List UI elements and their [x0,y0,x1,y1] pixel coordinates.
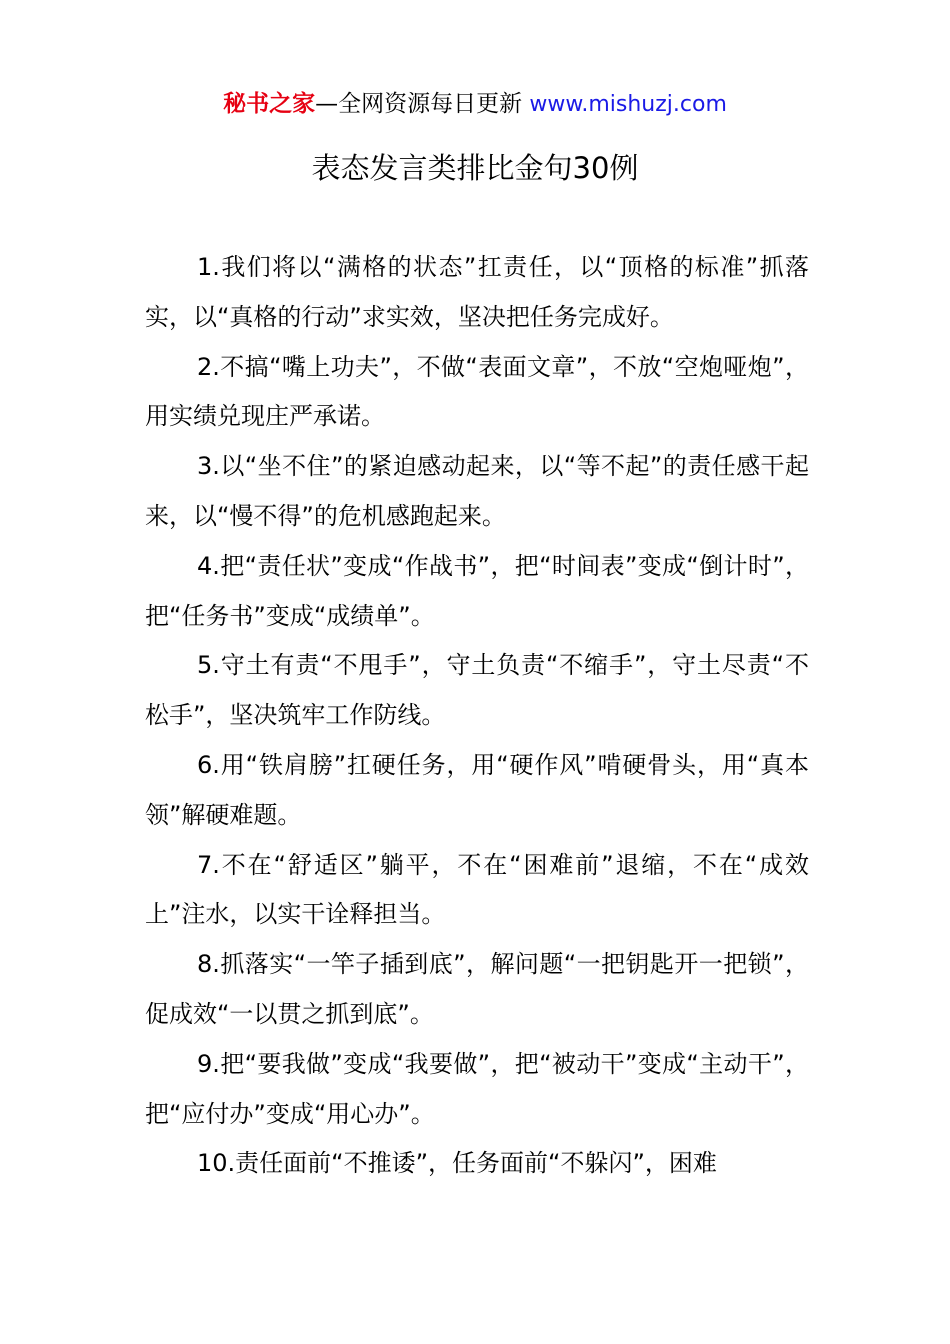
paragraph-10: 10.责任面前“不推诿”，任务面前“不躲闪”，困难 [197,1149,717,1178]
site-url-link[interactable]: www.mishuzj.com [529,92,727,117]
paragraph-1: 1.我们将以“满格的状态”扛责任，以“顶格的标准”抓落实，以“真格的行动”求实效，坚决把任务完成好。 [145,253,809,331]
document-body [145,243,809,1189]
document-title: 表态发言类排比金句30例 [311,151,639,185]
paragraph-7: 7.不在“舒适区”躺平，不在“困难前”退缩，不在“成效上”注水，以实干诠释担当。 [145,850,809,929]
site-brand: 秘书之家 [223,91,316,117]
paragraph-4: 4.把“责任状”变成“作战书”，把“时间表”变成“倒计时”，把“任务书”变成“成绩单”。 [145,551,809,630]
paragraph-9: 9.把“要我做”变成“我要做”，把“被动干”变成“主动干”，把“应付办”变成“用心办”。 [145,1049,809,1128]
site-tagline: —全网资源每日更新 [315,91,530,117]
paragraph-2: 2.不搞“嘴上功夫”，不做“表面文章”，不放“空炮哑炮”，用实绩兑现庄严承诺。 [145,352,809,431]
paragraph-5: 5.守土有责“不甩手”，守土负责“不缩手”，守土尽责“不松手”，坚决筑牢工作防线。 [145,651,809,730]
paragraph-3: 3.以“坐不住”的紧迫感动起来，以“等不起”的责任感干起来，以“慢不得”的危机感跑起来。 [145,452,809,530]
paragraph-6: 6.用“铁肩膀”扛硬任务，用“硬作风”啃硬骨头，用“真本领”解硬难题。 [145,750,809,829]
paragraph-8: 8.抓落实“一竿子插到底”，解问题“一把钥匙开一把锁”，促成效“一以贯之抓到底”。 [145,950,809,1028]
site-header [0,88,950,121]
